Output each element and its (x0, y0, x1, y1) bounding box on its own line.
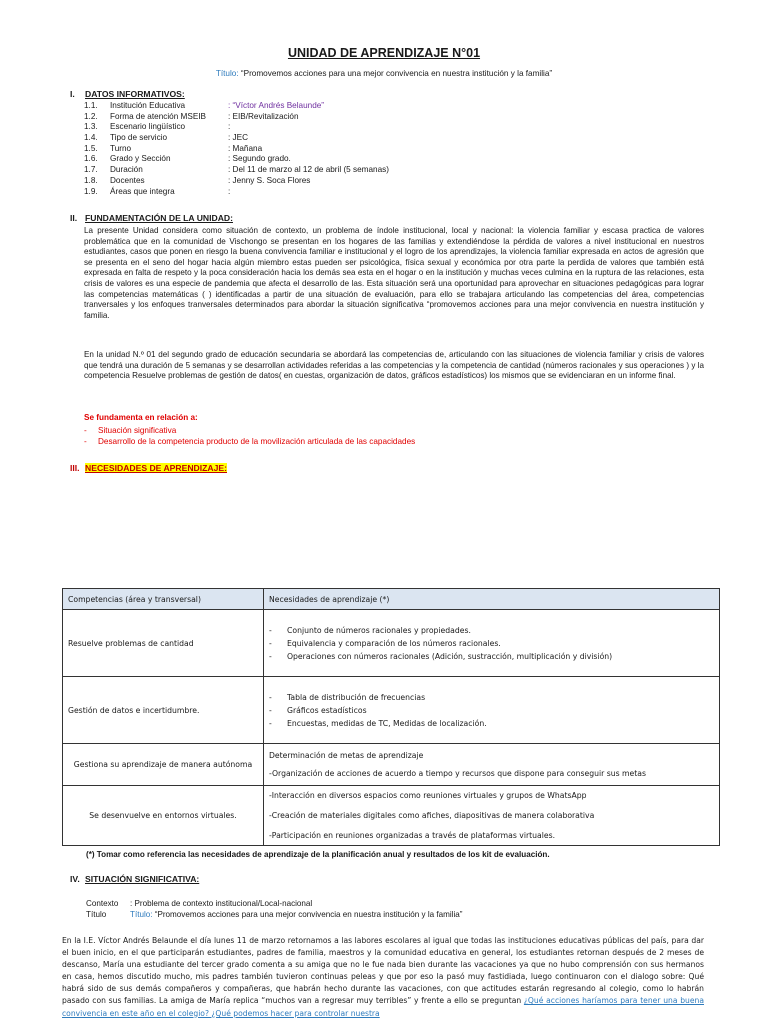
table-row (63, 677, 720, 744)
section-label: SITUACIÓN SIGNIFICATIVA: (85, 874, 200, 884)
section-number: IV. (70, 874, 80, 884)
table-row (63, 744, 720, 786)
need-line: Determinación de metas de aprendizaje (269, 751, 424, 760)
datos-number: 1.1. (84, 101, 98, 110)
datos-row (84, 112, 684, 123)
section-number: I. (70, 89, 75, 99)
datos-value: : Segundo grado. (228, 154, 291, 164)
datos-key: Áreas que integra (110, 186, 175, 196)
need-item (269, 691, 714, 704)
dash-bullet: - (269, 692, 272, 702)
datos-key: Tipo de servicio (110, 133, 168, 143)
datos-row (84, 122, 684, 133)
fundamentacion-paragraph-1: La presente Unidad considera como situación de contexto, un problema de índole institucional, local y nacional: la violencia familiar y escasa practica de valores problemática que en la comunidad de Vischongo se presentan en los hogares de las familias y extendiéndose la pérdida de valores a nivel institucional en nuestros estudiantes, casos que ponen en riesgo la buena convivencia familiar e institucional y el logro de los aprendizajes, la violencia familiar expresada en actos de agresión que se presenta en el seno del hogar hacia algún miembro estas pueden ser psicológica, física sexual y económica por otra parte la perdida de valores que también está expresada en falta de respeto y la poca consideración hacia los demás sea esta en el hogar o en la institución y muchas veces culmina en la ruptura de las relaciones, esta crisis de valores es una especie de pandemia que afecta el desarrollo de las. Esta situación será una oportunidad para aprovechar en situaciones pedagógicas para lograr las competencias matemáticas ( ) identificadas a partir de una situación de evaluación, para ello se trabajara articulando las competencias del área, competencias tranversales y los enfoques tranversales determinados para abordar la situación significativa “promovemos acciones para una mejor convivencia en nuestra institución y familia. (84, 226, 704, 320)
competencia-cell: Gestiona su aprendizaje de manera autónoma (63, 744, 264, 786)
datos-list (84, 101, 684, 197)
contexto-row (86, 898, 462, 909)
fundamenta-list (84, 425, 415, 447)
section-number: III. (70, 463, 80, 473)
need-line: -Interacción en diversos espacios como reuniones virtuales y grupos de WhatsApp (269, 791, 587, 800)
datos-number: 1.3. (84, 122, 98, 132)
subtitle-label: Título: (215, 69, 239, 78)
need-item (269, 717, 714, 730)
section-datos-heading (70, 89, 185, 100)
datos-key: Turno (110, 143, 132, 153)
fundamenta-item-text: Situación significativa (98, 426, 177, 435)
fundamenta-item (84, 425, 415, 436)
necesidades-cell (264, 610, 720, 677)
table-header-row (63, 589, 720, 610)
titulo-value: “Promovemos acciones para una mejor convivencia en nuestra institución y la familia” (152, 910, 463, 919)
datos-value: : Mañana (228, 143, 263, 153)
datos-value: : (228, 186, 231, 196)
section-label: NECESIDADES DE APRENDIZAJE: (85, 463, 227, 473)
datos-number: 1.7. (84, 165, 98, 175)
datos-value: : (228, 122, 231, 132)
datos-key: Institución Educativa (110, 101, 186, 110)
datos-key: Forma de atención MSEIB (110, 111, 207, 121)
competencia-cell: Gestión de datos e incertidumbre. (63, 677, 264, 744)
datos-key: Grado y Sección (110, 154, 171, 164)
datos-key: Escenario lingüístico (110, 122, 186, 132)
section-label: FUNDAMENTACIÓN DE LA UNIDAD: (85, 213, 233, 223)
datos-key: Docentes (110, 175, 145, 185)
fundamenta-heading: Se fundamenta en relación a: (84, 413, 198, 422)
need-line: -Creación de materiales digitales como afiches, diapositivas de manera colaborativa (269, 811, 595, 820)
datos-value: : Jenny S. Soca Flores (228, 175, 311, 185)
need-item-text: Tabla de distribución de frecuencias (287, 692, 426, 702)
section-fundamentacion-heading (70, 213, 233, 224)
situacion-context (86, 898, 462, 920)
dash-bullet: - (269, 718, 272, 728)
datos-key: Duración (110, 165, 143, 175)
datos-row (84, 133, 684, 144)
titulo-key: Título (86, 910, 107, 919)
datos-value: : EIB/Revitalización (228, 111, 299, 121)
section-necesidades-heading (70, 463, 227, 474)
table-footnote: (*) Tomar como referencia las necesidades de aprendizaje de la planificación anual y resultados de los kit de evaluación. (86, 850, 550, 859)
need-item (269, 637, 714, 650)
titulo-row (86, 909, 462, 920)
dash-bullet: - (269, 651, 272, 661)
datos-number: 1.4. (84, 133, 98, 143)
section-label: DATOS INFORMATIVOS: (85, 89, 185, 99)
competencia-cell: Se desenvuelve en entornos virtuales. (63, 786, 264, 846)
datos-number: 1.6. (84, 154, 98, 164)
datos-row (84, 144, 684, 155)
section-number: II. (70, 213, 78, 223)
need-line: -Participación en reuniones organizadas a través de plataformas virtuales. (269, 831, 556, 840)
dash-bullet: - (84, 437, 87, 446)
necesidades-cell (264, 677, 720, 744)
fundamenta-item-text: Desarrollo de la competencia producto de la movilización articulada de las capacidades (98, 437, 416, 446)
need-item-text: Equivalencia y comparación de los números racionales. (287, 638, 501, 648)
need-item-text: Encuestas, medidas de TC, Medidas de localización. (287, 718, 487, 728)
titulo-label: Título: (130, 910, 153, 919)
datos-number: 1.8. (84, 175, 98, 185)
section-situacion-heading (70, 874, 199, 885)
need-item (269, 704, 714, 717)
necesidades-cell (264, 744, 720, 786)
dash-bullet: - (84, 426, 87, 435)
datos-row (84, 154, 684, 165)
datos-row (84, 176, 684, 187)
story-questions: ¿Qué acciones haríamos para tener una buena convivencia en este año en el colegio? ¿Qué podemos hacer para controlar nuestra (62, 996, 704, 1018)
datos-value: : JEC (228, 133, 249, 143)
table-row (63, 610, 720, 677)
table-header-competencias: Competencias (área y transversal) (63, 589, 264, 610)
datos-number: 1.2. (84, 111, 98, 121)
table-row (63, 786, 720, 846)
fundamenta-item (84, 436, 415, 447)
need-line: -Organización de acciones de acuerdo a tiempo y recursos que dispone para conseguir sus metas (269, 769, 647, 778)
datos-number: 1.9. (84, 186, 98, 196)
situacion-story (62, 935, 704, 1020)
need-item (269, 624, 714, 637)
need-item-text: Gráficos estadísticos (287, 705, 367, 715)
datos-value: : Del 11 de marzo al 12 de abril (5 semanas) (228, 165, 389, 175)
unit-title: UNIDAD DE APRENDIZAJE N°01 (287, 46, 481, 60)
fundamentacion-paragraph-2: En la unidad N.º 01 del segundo grado de educación secundaria se abordará las competencias de, articulando con las situaciones de violencia familiar y crisis de valores que tendrá una duración de 5 semanas y se desarrollan actividades referidas a las competencias y la competencia de cantidad (números racionales y sus operaciones ) y la competencia Resuelve problemas de gestión de datos( en cuestas, organización de datos, gráficos estadísticos) los mismos que se evidenciaran en un informe final. (84, 350, 704, 381)
datos-number: 1.5. (84, 143, 98, 153)
datos-row (84, 101, 684, 112)
dash-bullet: - (269, 705, 272, 715)
dash-bullet: - (269, 625, 272, 635)
need-item (269, 650, 714, 663)
need-item-text: Operaciones con números racionales (Adición, sustracción, multiplicación y división) (287, 651, 613, 661)
contexto-key: Contexto (86, 899, 119, 908)
datos-row (84, 165, 684, 176)
competencia-cell: Resuelve problemas de cantidad (63, 610, 264, 677)
dash-bullet: - (269, 638, 272, 648)
table-header-necesidades: Necesidades de aprendizaje (*) (264, 589, 720, 610)
subtitle-text: “Promovemos acciones para una mejor convivencia en nuestra institución y la familia” (238, 69, 553, 78)
datos-row (84, 187, 684, 198)
unit-subtitle (0, 69, 768, 79)
datos-value: : “Víctor Andrés Belaunde” (228, 101, 325, 110)
needs-table (62, 588, 720, 846)
need-item-text: Conjunto de números racionales y propiedades. (287, 625, 471, 635)
necesidades-cell (264, 786, 720, 846)
story-text: En la I.E. Víctor Andrés Belaunde el día lunes 11 de marzo retornamos a las labores escolares al igual que todas las instituciones educativas públicas del país, para dar el buen inicio, en el que participarán estudiantes, padres de familia, maestros y la comunidad educativa en general, los estudiantes retornan después de 2 meses de descanso, María una estudiante del tercer grado comenta a su amiga que no le fue nada bien durante las vacaciones ya que no hubo comprensión con sus hermanos en casa, hemos discutido mucho, mis padres también tuvieron continuas peleas y que por eso la pasó muy fastidiada, luego continuaron con el dialogo sobre: Qué habrá sido de sus demás compañeros y compañeras, que habrán hecho durante las vacaciones, con que actitudes estarán regresando al colegio, como lo habrán pasado con sus familias. La amiga de María replica “muchos van a regresar muy terribles” y frente a ello se preguntan (62, 936, 704, 1006)
contexto-value: : Problema de contexto institucional/Local-nacional (130, 899, 313, 908)
